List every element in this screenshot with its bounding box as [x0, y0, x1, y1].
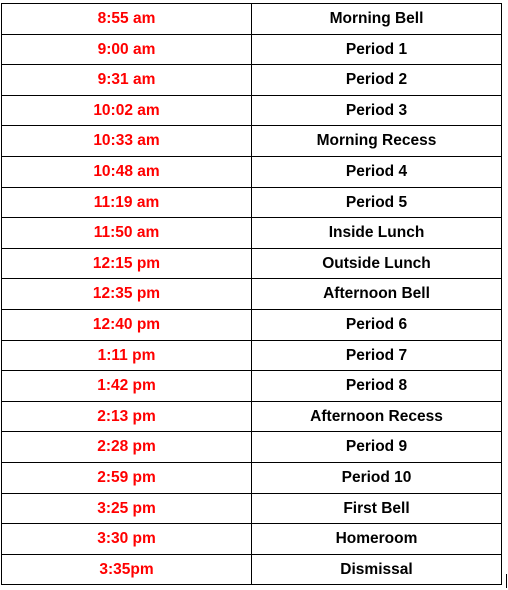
- event-cell: Afternoon Recess: [252, 401, 502, 432]
- time-cell: 2:59 pm: [2, 462, 252, 493]
- event-cell: Period 10: [252, 462, 502, 493]
- table-row: [2, 34, 502, 65]
- event-cell: Period 2: [252, 65, 502, 96]
- schedule-body: [2, 4, 502, 585]
- table-row: [2, 462, 502, 493]
- event-cell: First Bell: [252, 493, 502, 524]
- table-row: [2, 371, 502, 402]
- event-cell: Period 5: [252, 187, 502, 218]
- table-row: [2, 432, 502, 463]
- time-cell: 8:55 am: [2, 4, 252, 35]
- time-cell: 10:33 am: [2, 126, 252, 157]
- table-row: [2, 95, 502, 126]
- event-cell: Dismissal: [252, 554, 502, 585]
- event-cell: Outside Lunch: [252, 248, 502, 279]
- table-row: [2, 401, 502, 432]
- table-row: [2, 4, 502, 35]
- table-row: [2, 156, 502, 187]
- table-row: [2, 524, 502, 555]
- time-cell: 10:02 am: [2, 95, 252, 126]
- time-cell: 1:42 pm: [2, 371, 252, 402]
- event-cell: Inside Lunch: [252, 218, 502, 249]
- event-cell: Homeroom: [252, 524, 502, 555]
- table-row: [2, 493, 502, 524]
- event-cell: Period 4: [252, 156, 502, 187]
- table-row: [2, 65, 502, 96]
- time-cell: 11:50 am: [2, 218, 252, 249]
- event-cell: Morning Bell: [252, 4, 502, 35]
- table-row: [2, 554, 502, 585]
- time-cell: 9:31 am: [2, 65, 252, 96]
- table-row: [2, 218, 502, 249]
- time-cell: 2:13 pm: [2, 401, 252, 432]
- text-cursor: [506, 574, 507, 588]
- time-cell: 12:15 pm: [2, 248, 252, 279]
- bell-schedule-table: [1, 3, 502, 585]
- event-cell: Period 1: [252, 34, 502, 65]
- event-cell: Period 6: [252, 309, 502, 340]
- time-cell: 3:35pm: [2, 554, 252, 585]
- event-cell: Period 9: [252, 432, 502, 463]
- time-cell: 3:30 pm: [2, 524, 252, 555]
- time-cell: 12:35 pm: [2, 279, 252, 310]
- table-row: [2, 248, 502, 279]
- event-cell: Period 7: [252, 340, 502, 371]
- table-row: [2, 340, 502, 371]
- time-cell: 9:00 am: [2, 34, 252, 65]
- event-cell: Period 8: [252, 371, 502, 402]
- event-cell: Afternoon Bell: [252, 279, 502, 310]
- time-cell: 2:28 pm: [2, 432, 252, 463]
- table-row: [2, 187, 502, 218]
- event-cell: Period 3: [252, 95, 502, 126]
- table-row: [2, 126, 502, 157]
- time-cell: 1:11 pm: [2, 340, 252, 371]
- table-row: [2, 309, 502, 340]
- event-cell: Morning Recess: [252, 126, 502, 157]
- time-cell: 11:19 am: [2, 187, 252, 218]
- time-cell: 3:25 pm: [2, 493, 252, 524]
- time-cell: 10:48 am: [2, 156, 252, 187]
- table-row: [2, 279, 502, 310]
- time-cell: 12:40 pm: [2, 309, 252, 340]
